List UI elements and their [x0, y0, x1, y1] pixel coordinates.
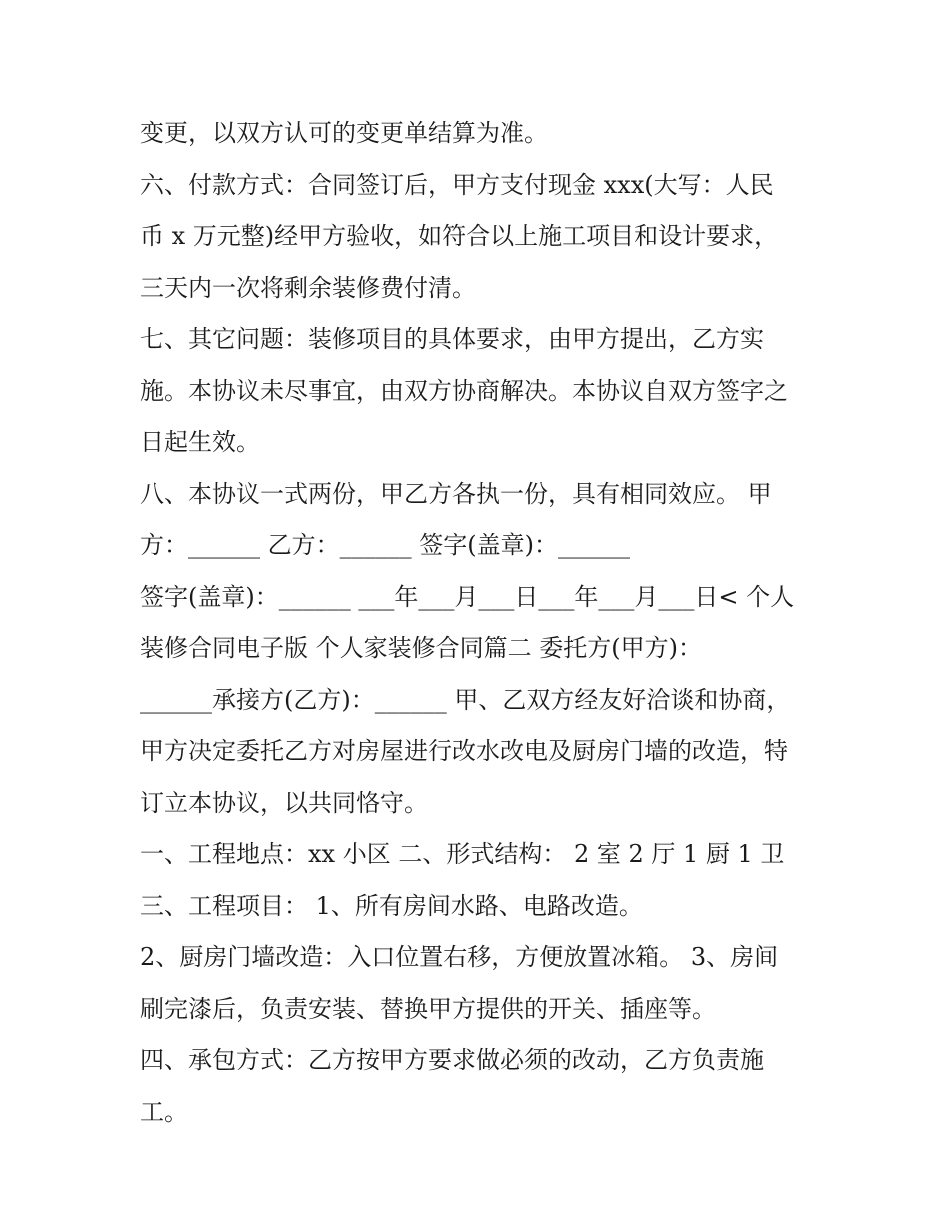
text-line: 六、付款方式：合同签订后，甲方支付现金 xxx(大写：人民 [140, 170, 774, 199]
text-line: 签字(盖章)：______ ___年___月___日___年___月___日< 个人 [140, 582, 795, 611]
text-line: ______承接方(乙方)：______ 甲、乙双方经友好洽谈和协商， [140, 685, 791, 714]
text-line: 方：______ 乙方：______ 签字(盖章)：______ [140, 531, 630, 559]
text-line: 三、工程项目： 1、所有房间水路、电路改造。 [140, 891, 643, 920]
text-line: 甲方决定委托乙方对房屋进行改水改电及厨房门墙的改造，特 [140, 737, 788, 765]
text-line: 2、厨房门墙改造：入口位置右移，方便放置冰箱。 3、房间 [140, 943, 779, 971]
text-line: 七、其它问题：装修项目的具体要求，由甲方提出，乙方实 [140, 325, 764, 353]
contract-text [140, 108, 830, 1138]
text-line: 订立本协议，以共同恪守。 [140, 788, 428, 817]
text-line: 刷完漆后，负责安装、替换甲方提供的开关、插座等。 [140, 994, 716, 1023]
text-line: 三天内一次将剩余装修费付清。 [140, 273, 476, 302]
text-line: 日起生效。 [140, 428, 260, 456]
text-line: 币 x 万元整)经甲方验收，如符合以上施工项目和设计要求， [140, 222, 779, 250]
text-line: 装修合同电子版 个人家装修合同篇二 委托方(甲方)： [140, 634, 702, 662]
text-line: 四、承包方式：乙方按甲方要求做必须的改动，乙方负责施 [140, 1046, 764, 1074]
text-line: 八、本协议一式两份，甲乙方各执一份，具有相同效应。 甲 [140, 479, 772, 508]
text-line: 一、工程地点：xx 小区 二、形式结构： 2 室 2 厅 1 厨 1 卫 [140, 840, 785, 868]
text-line: 工。 [140, 1097, 188, 1126]
text-line: 施。本协议未尽事宜，由双方协商解决。本协议自双方签字之 [140, 376, 788, 405]
text-line: 变更，以双方认可的变更单结算为准。 [140, 119, 548, 147]
